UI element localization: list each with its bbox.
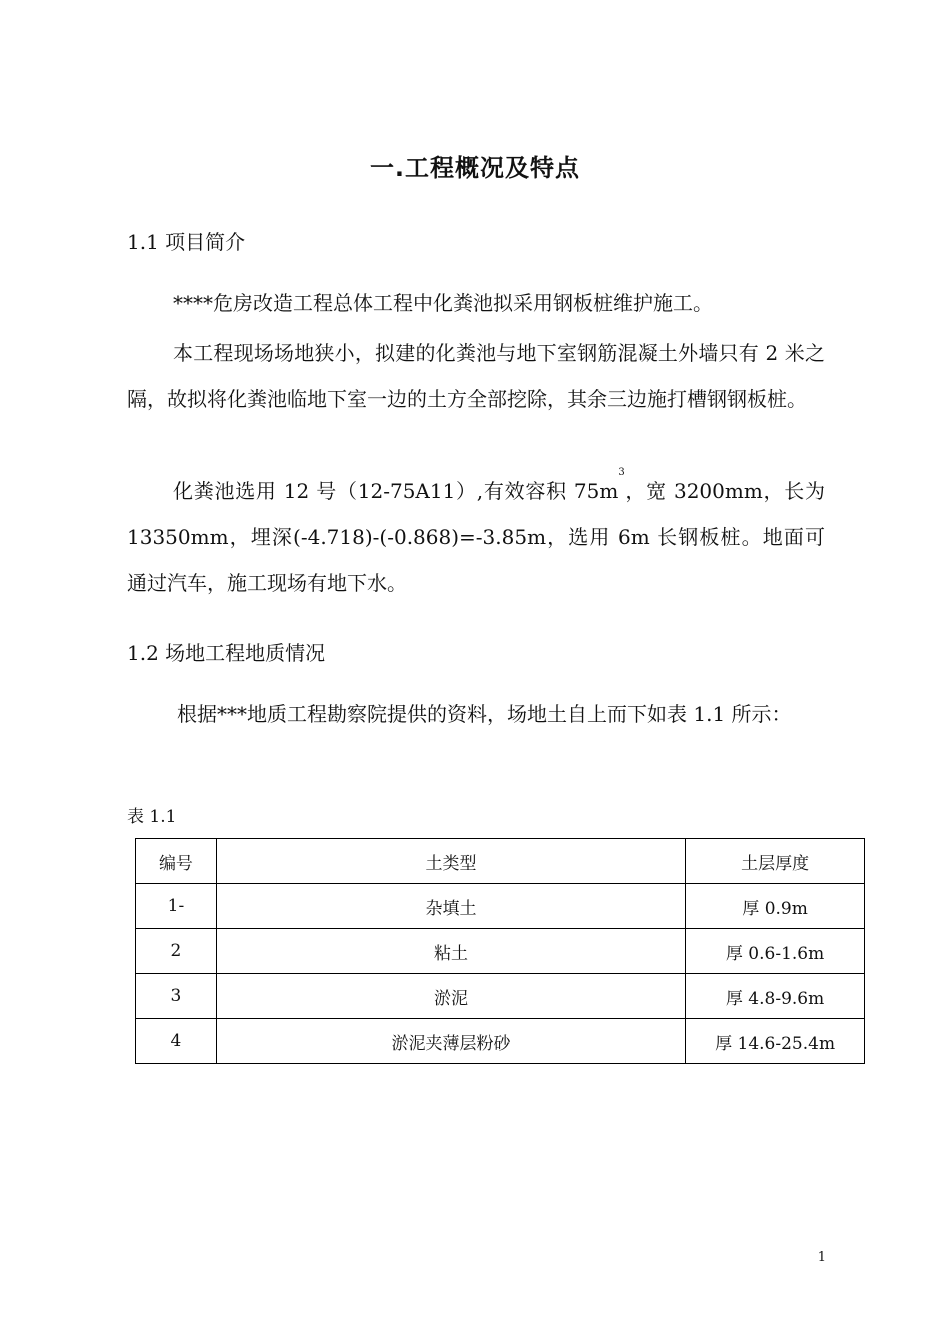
table-cell: 厚 0.6-1.6m bbox=[686, 929, 865, 974]
table-caption: 表 1.1 bbox=[127, 807, 177, 827]
table-header-row bbox=[136, 839, 865, 884]
table-row bbox=[136, 1019, 865, 1064]
soil-layer-table bbox=[135, 838, 865, 1064]
paragraph-intro: ****危房改造工程总体工程中化粪池拟采用钢板桩维护施工。 bbox=[173, 291, 713, 315]
table-cell: 3 bbox=[136, 974, 217, 1019]
header-cell: 土类型 bbox=[216, 839, 685, 884]
table-cell: 淤泥夹薄层粉砂 bbox=[216, 1019, 685, 1064]
table-cell: 淤泥 bbox=[216, 974, 685, 1019]
table-cell: 厚 0.9m bbox=[686, 884, 865, 929]
table-cell: 厚 4.8-9.6m bbox=[686, 974, 865, 1019]
spec-text-part1: 化粪池选用 12 号（12-75A11）,有效容积 75m bbox=[173, 479, 619, 503]
table-cell: 2 bbox=[136, 929, 217, 974]
page-number: 1 bbox=[817, 1250, 826, 1265]
section-heading-project-intro: 1.1 项目简介 bbox=[127, 230, 246, 254]
table-cell: 4 bbox=[136, 1019, 217, 1064]
table-cell: 粘土 bbox=[216, 929, 685, 974]
table-cell: 1- bbox=[136, 884, 217, 929]
table-cell: 厚 14.6-25.4m bbox=[686, 1019, 865, 1064]
table-row bbox=[136, 974, 865, 1019]
paragraph-septic-tank-spec bbox=[127, 468, 825, 606]
spec-superscript: 3 bbox=[618, 467, 625, 478]
header-cell: 编号 bbox=[136, 839, 217, 884]
spec-text-part2: ，宽 3200mm，长为 13350mm，埋深(-4.718)-(-0.868)=-3.85m，选用 6m 长钢板桩。地面可通过汽车，施工现场有地下水。 bbox=[127, 479, 826, 595]
page-title: 一.工程概况及特点 bbox=[369, 154, 581, 182]
table-row bbox=[136, 929, 865, 974]
header-cell: 土层厚度 bbox=[686, 839, 865, 884]
section-heading-geology: 1.2 场地工程地质情况 bbox=[127, 641, 326, 665]
table-row bbox=[136, 884, 865, 929]
paragraph-geology-source: 根据***地质工程勘察院提供的资料，场地土自上而下如表 1.1 所示： bbox=[177, 702, 792, 726]
table-cell: 杂填土 bbox=[216, 884, 685, 929]
paragraph-site-conditions: 本工程现场场地狭小，拟建的化粪池与地下室钢筋混凝土外墙只有 2 米之隔，故拟将化粪池临地下室一边的土方全部挖除，其余三边施打槽钢钢板桩。 bbox=[127, 341, 825, 411]
